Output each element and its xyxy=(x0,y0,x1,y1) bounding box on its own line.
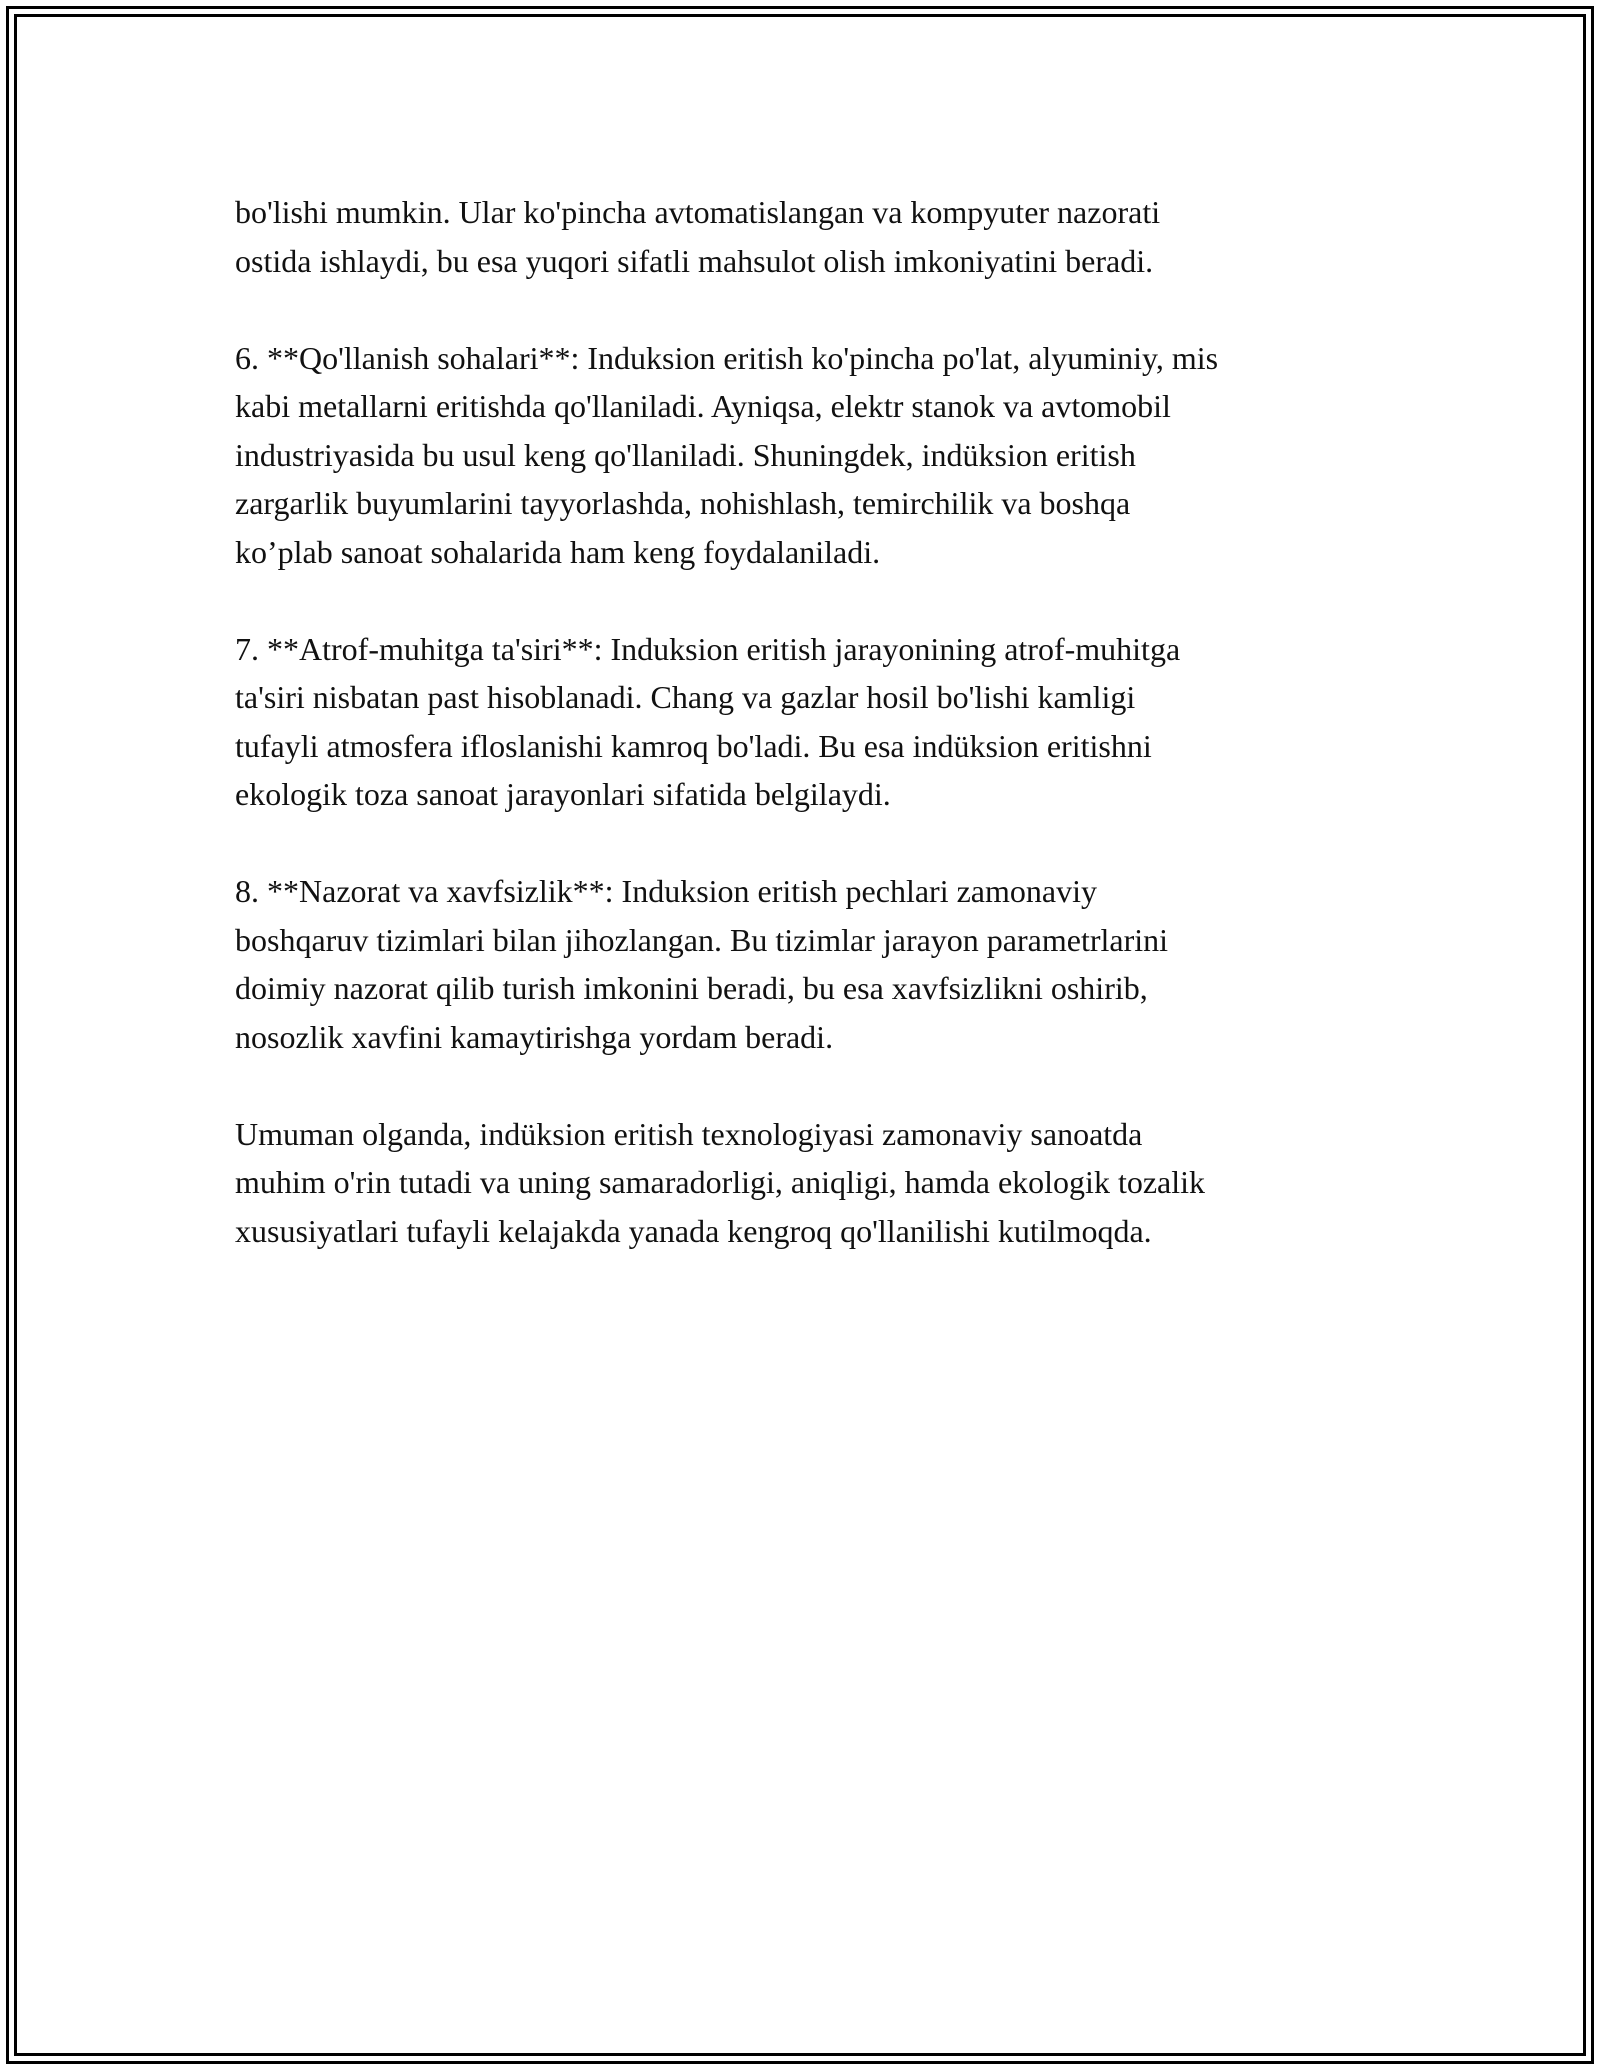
text-line: Umuman olganda, indüksion eritish texnologiyasi zamonaviy sanoatda xyxy=(235,1115,1143,1152)
text-line: zargarlik buyumlarini tayyorlashda, nohishlash, temirchilik va boshqa xyxy=(235,485,1131,521)
text-line: industriyasida bu usul keng qo'llaniladi. Shuningdek, indüksion eritish xyxy=(235,436,1136,473)
text-line: 8. **Nazorat va xavfsizlik**: Induksion eritish pechlari zamonaviy xyxy=(235,873,1097,909)
text-line: ko’plab sanoat sohalarida ham keng foydalaniladi. xyxy=(235,533,881,570)
text-line: bo'lishi mumkin. Ular ko'pincha avtomatislangan va kompyuter nazorati xyxy=(235,194,1161,230)
text-line: doimiy nazorat qilib turish imkonini beradi, bu esa xavfsizlikni oshirib, xyxy=(235,970,1148,1006)
text-line: 6. **Qo'llanish sohalari**: Induksion eritish ko'pincha po'lat, alyuminiy, mis xyxy=(235,339,1219,376)
text-line: kabi metallarni eritishda qo'llaniladi. Ayniqsa, elektr stanok va avtomobil xyxy=(235,388,1171,424)
text-line: ostida ishlaydi, bu esa yuqori sifatli mahsulot olish imkoniyatini beradi. xyxy=(235,242,1154,279)
document-body xyxy=(235,188,1385,1304)
paragraph-environment xyxy=(235,625,1385,819)
paragraph-applications xyxy=(235,334,1385,577)
text-line: ta'siri nisbatan past hisoblanadi. Chang va gazlar hosil bo'lishi kamligi xyxy=(235,679,1136,715)
paragraph-intro-continuation xyxy=(235,188,1385,285)
paragraph-control-safety xyxy=(235,867,1385,1061)
text-line: nosozlik xavfini kamaytirishga yordam beradi. xyxy=(235,1018,834,1055)
text-line: ekologik toza sanoat jarayonlari sifatida belgilaydi. xyxy=(235,776,891,812)
text-line: xususiyatlari tufayli kelajakda yanada kengroq qo'llanilishi kutilmoqda. xyxy=(235,1212,1152,1249)
text-line: muhim o'rin tutadi va uning samaradorligi, aniqligi, hamda ekologik tozalik xyxy=(235,1164,1206,1200)
text-line: tufayli atmosfera ifloslanishi kamroq bo'ladi. Bu esa indüksion eritishni xyxy=(235,727,1152,764)
text-line: 7. **Atrof-muhitga ta'siri**: Induksion eritish jarayonining atrof-muhitga xyxy=(235,630,1181,667)
paragraph-conclusion xyxy=(235,1110,1385,1256)
text-line: boshqaruv tizimlari bilan jihozlangan. Bu tizimlar jarayon parametrlarini xyxy=(235,921,1169,958)
